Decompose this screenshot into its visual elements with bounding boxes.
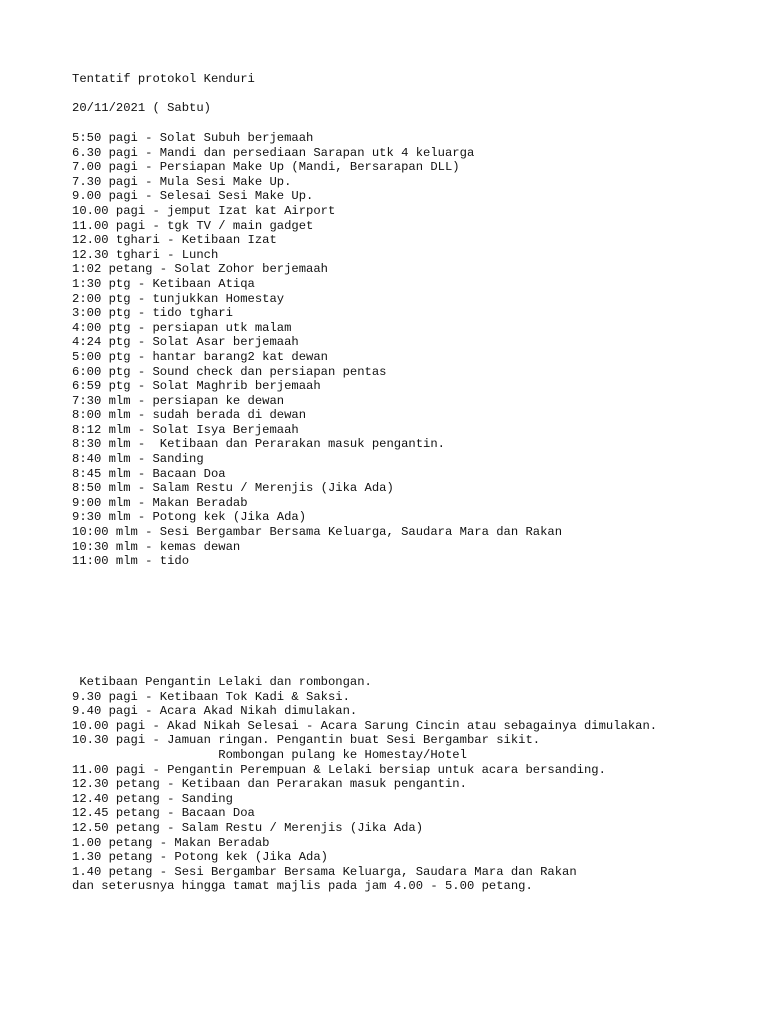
- schedule-line: 5:50 pagi - Solat Subuh berjemaah: [72, 131, 314, 145]
- schedule-line: 12.30 petang - Ketibaan dan Perarakan masuk pengantin.: [72, 777, 467, 792]
- schedule-line: 8:00 mlm - sudah berada di dewan: [72, 408, 307, 423]
- schedule-line: 8:30 mlm - Ketibaan dan Perarakan masuk pengantin.: [72, 437, 445, 452]
- schedule-line: 11.00 pagi - Pengantin Perempuan & Lelaki bersiap untuk acara bersanding.: [72, 762, 606, 777]
- schedule-line: 2:00 ptg - tunjukkan Homestay: [72, 291, 285, 306]
- document-title: Tentatif protokol Kenduri: [72, 72, 255, 86]
- schedule-line: 6:00 ptg - Sound check dan persiapan pentas: [72, 364, 387, 379]
- schedule-line: 12.50 petang - Salam Restu / Merenjis (Jika Ada): [72, 820, 424, 835]
- schedule-line: 9.40 pagi - Acara Akad Nikah dimulakan.: [72, 704, 358, 719]
- schedule-line: 1:30 ptg - Ketibaan Atiqa: [72, 276, 255, 291]
- schedule-line: 9.30 pagi - Ketibaan Tok Kadi & Saksi.: [72, 689, 350, 704]
- schedule-line: 7:30 mlm - persiapan ke dewan: [72, 393, 285, 408]
- schedule-line: dan seterusnya hingga tamat majlis pada jam 4.00 - 5.00 petang.: [72, 879, 533, 894]
- schedule-line: 3:00 ptg - tido tghari: [72, 306, 233, 321]
- schedule-line: 12.00 tghari - Ketibaan Izat: [72, 233, 277, 248]
- schedule-line: 5:00 ptg - hantar barang2 kat dewan: [72, 349, 328, 364]
- schedule-line: 10.00 pagi - Akad Nikah Selesai - Acara Sarung Cincin atau sebagainya dimulakan.: [72, 718, 658, 733]
- schedule-line: 4:24 ptg - Solat Asar berjemaah: [72, 335, 299, 350]
- schedule-line: 1.30 petang - Potong kek (Jika Ada): [72, 850, 328, 865]
- schedule-line: 8:12 mlm - Solat Isya Berjemaah: [72, 422, 299, 437]
- schedule-line: 10.30 pagi - Jamuan ringan. Pengantin buat Sesi Bergambar sikit.: [72, 733, 541, 748]
- schedule-line: 9:00 mlm - Makan Beradab: [72, 495, 248, 510]
- schedule-line: 1.00 petang - Makan Beradab: [72, 835, 270, 850]
- schedule-line: 10.00 pagi - jemput Izat kat Airport: [72, 203, 336, 218]
- schedule-line: 12.45 petang - Bacaan Doa: [72, 806, 255, 821]
- schedule-line: Ketibaan Pengantin Lelaki dan rombongan.: [72, 675, 372, 689]
- schedule-line: 1.40 petang - Sesi Bergambar Bersama Keluarga, Saudara Mara dan Rakan: [72, 864, 577, 879]
- schedule-line: 12.40 petang - Sanding: [72, 791, 233, 806]
- schedule-line: 11:00 mlm - tido: [72, 554, 190, 569]
- schedule-line: 6:59 ptg - Solat Maghrib berjemaah: [72, 379, 321, 394]
- document-date: 20/11/2021 ( Sabtu): [72, 101, 211, 115]
- schedule-line: 12.30 tghari - Lunch: [72, 247, 219, 262]
- schedule-line: 9:30 mlm - Potong kek (Jika Ada): [72, 510, 307, 525]
- schedule-line: 6.30 pagi - Mandi dan persediaan Sarapan utk 4 keluarga: [72, 145, 475, 160]
- schedule-line: Rombongan pulang ke Homestay/Hotel: [72, 747, 467, 762]
- schedule-line: 1:02 petang - Solat Zohor berjemaah: [72, 262, 328, 277]
- schedule-line: 11.00 pagi - tgk TV / main gadget: [72, 218, 314, 233]
- schedule-line: 8:50 mlm - Salam Restu / Merenjis (Jika Ada): [72, 481, 394, 496]
- schedule-line: 7.30 pagi - Mula Sesi Make Up.: [72, 174, 292, 189]
- schedule-day-list: [72, 131, 562, 569]
- schedule-line: 7.00 pagi - Persiapan Make Up (Mandi, Bersarapan DLL): [72, 160, 460, 175]
- schedule-line: 9.00 pagi - Selesai Sesi Make Up.: [72, 189, 314, 204]
- schedule-line: 8:45 mlm - Bacaan Doa: [72, 466, 226, 481]
- schedule-line: 10:30 mlm - kemas dewan: [72, 539, 241, 554]
- schedule-line: 8:40 mlm - Sanding: [72, 452, 204, 467]
- schedule-line: 10:00 mlm - Sesi Bergambar Bersama Keluarga, Saudara Mara dan Rakan: [72, 525, 563, 540]
- schedule-line: 4:00 ptg - persiapan utk malam: [72, 320, 292, 335]
- schedule-reception-list: [72, 675, 657, 894]
